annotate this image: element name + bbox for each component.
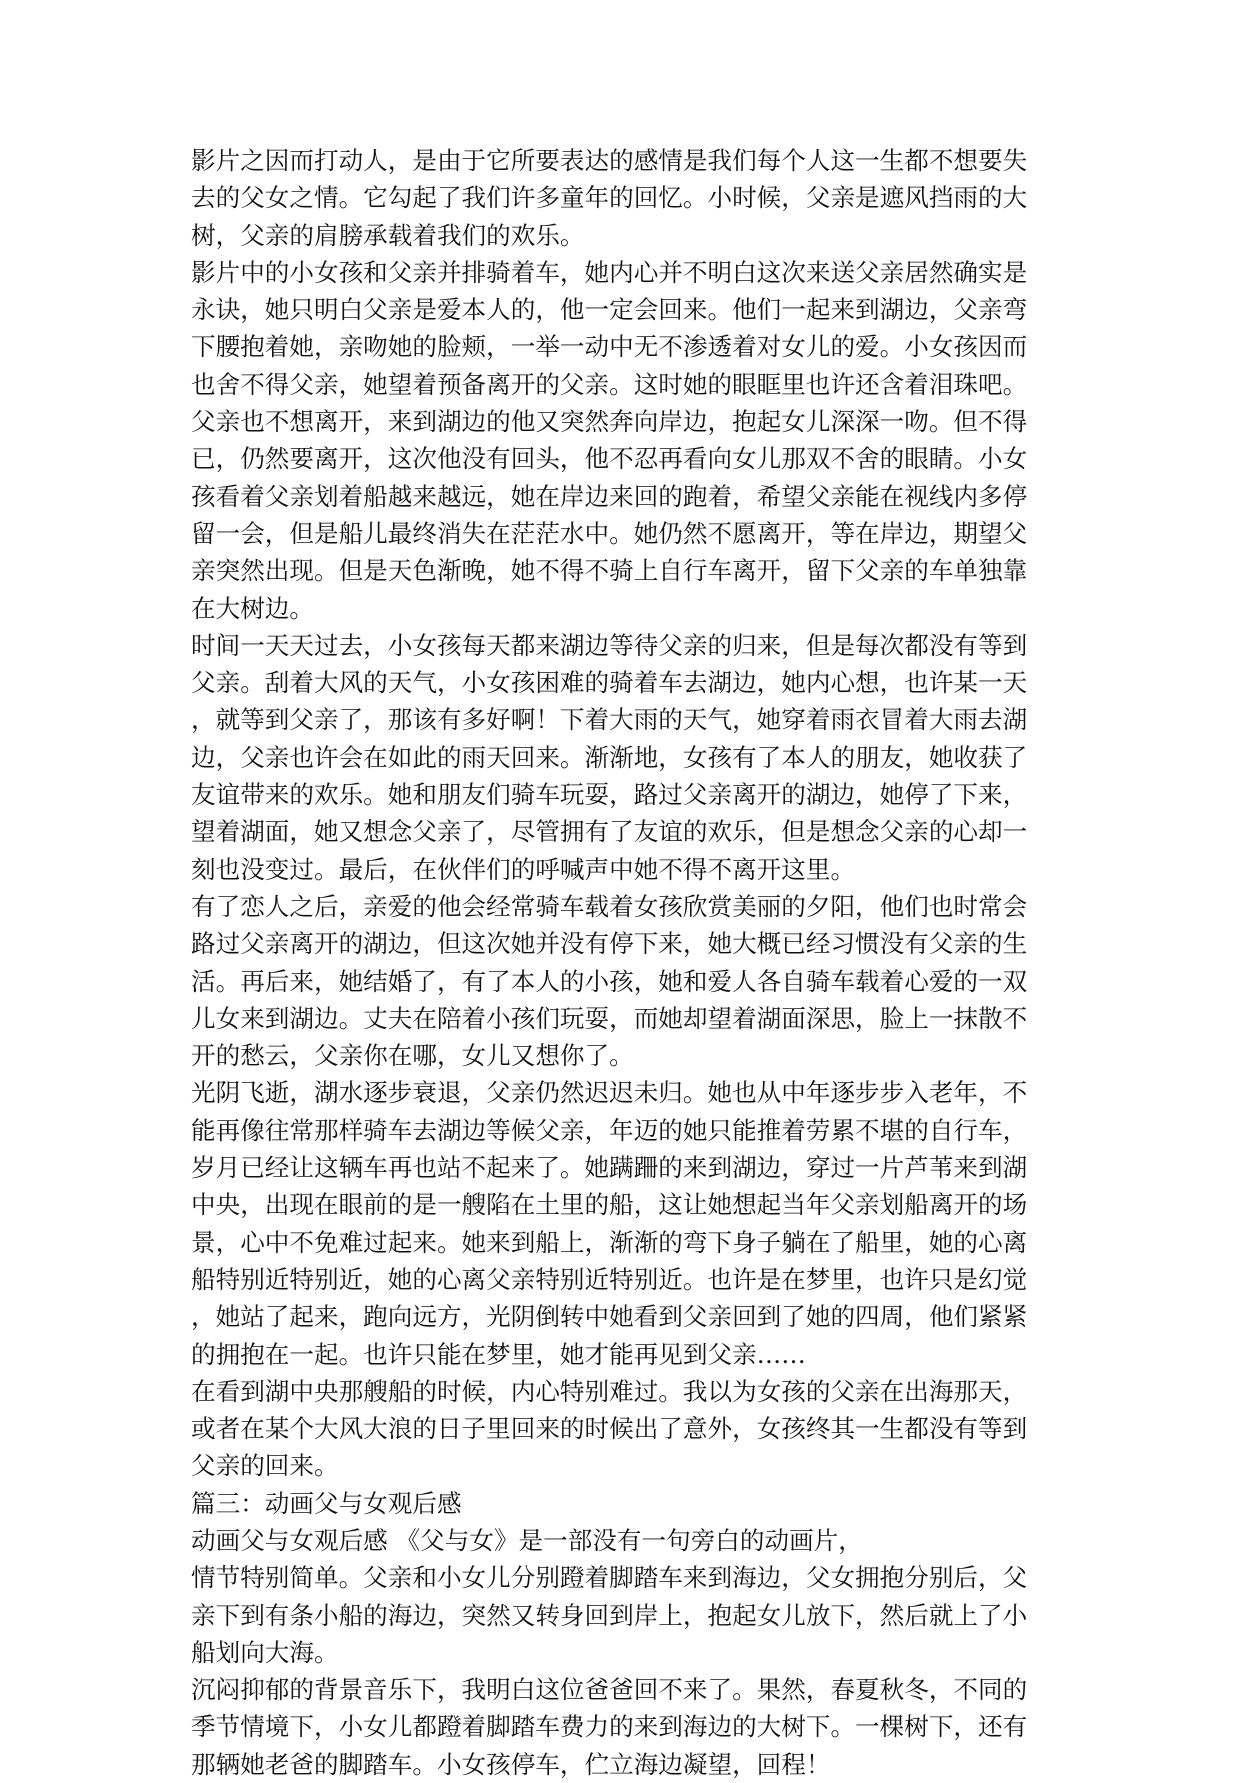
- text-line: 动画父与女观后感 《父与女》是一部没有一句旁白的动画片，: [191, 1525, 863, 1555]
- text-line: 那辆她老爸的脚踏车。小女孩停车，伫立海边凝望，回程！: [191, 1749, 831, 1779]
- text-line: 孩看着父亲划着船越来越远，她在岸边来回的跑着，希望父亲能在视线内多停: [191, 481, 1028, 511]
- text-line: 树，父亲的肩膀承载着我们的欢乐。: [191, 220, 585, 250]
- text-line: 刻也没变过。最后，在伙伴们的呼喊声中她不得不离开这里。: [191, 854, 856, 884]
- text-line: 父亲也不想离开，来到湖边的他又突然奔向岸边，抱起女儿深深一吻。但不得: [191, 407, 1028, 437]
- text-line: 光阴飞逝，湖水逐步衰退，父亲仍然迟迟未归。她也从中年逐步步入老年，不: [191, 1078, 1028, 1108]
- text-line: 时间一天天过去，小女孩每天都来湖边等待父亲的归来，但是每次都没有等到: [191, 630, 1028, 660]
- text-line: 影片之因而打动人，是由于它所要表达的感情是我们每个人这一生都不想要失: [191, 146, 1028, 175]
- text-line: 季节情境下，小女儿都蹬着脚踏车费力的来到海边的大树下。一棵树下，还有: [191, 1712, 1028, 1742]
- text-line: 望着湖面，她又想念父亲了，尽管拥有了友谊的欢乐，但是想念父亲的心却一: [191, 817, 1028, 847]
- text-line: 也舍不得父亲，她望着预备离开的父亲。这时她的眼眶里也许还含着泪珠吧。: [191, 369, 1028, 399]
- text-line: 在看到湖中央那艘船的时候，内心特别难过。我以为女孩的父亲在出海那天，: [191, 1376, 1028, 1406]
- text-line: 船划向大海。: [191, 1637, 339, 1667]
- text-line: 永诀，她只明白父亲是爱本人的，他一定会回来。他们一起来到湖边，父亲弯: [191, 295, 1028, 325]
- text-line: 已，仍然要离开，这次他没有回头，他不忍再看向女儿那双不舍的眼睛。小女: [191, 444, 1028, 474]
- text-line: 沉闷抑郁的背景音乐下，我明白这位爸爸回不来了。果然，春夏秋冬，不同的: [191, 1675, 1028, 1705]
- text-line: 儿女来到湖边。丈夫在陪着小孩们玩耍，而她却望着湖面深思，脸上一抹散不: [191, 1003, 1028, 1033]
- text-line: 有了恋人之后，亲爱的他会经常骑车载着女孩欣赏美丽的夕阳，他们也时常会: [191, 891, 1028, 921]
- text-line: 的拥抱在一起。也许只能在梦里，她才能再见到父亲……: [191, 1339, 806, 1369]
- text-line: 去的父女之情。它勾起了我们许多童年的回忆。小时候，父亲是遮风挡雨的大: [191, 183, 1028, 213]
- text-line: 篇三：动画父与女观后感: [191, 1488, 462, 1518]
- text-line: 或者在某个大风大浪的日子里回来的时候出了意外，女孩终其一生都没有等到: [191, 1414, 1028, 1444]
- text-line: 亲突然出现。但是天色渐晚，她不得不骑上自行车离开，留下父亲的车单独靠: [191, 556, 1028, 586]
- text-line: ，她站了起来，跑向远方，光阴倒转中她看到父亲回到了她的四周，他们紧紧: [191, 1302, 1028, 1332]
- document-page: [191, 142, 1051, 1783]
- text-line: 开的愁云，父亲你在哪，女儿又想你了。: [191, 1041, 634, 1071]
- text-line: 船特别近特别近，她的心离父亲特别近特别近。也许是在梦里，也许只是幻觉: [191, 1264, 1028, 1294]
- text-line: ，就等到父亲了，那该有多好啊！下着大雨的天气，她穿着雨衣冒着大雨去湖: [191, 705, 1028, 735]
- text-line: 路过父亲离开的湖边，但这次她并没有停下来，她大概已经习惯没有父亲的生: [191, 929, 1028, 959]
- text-line: 留一会，但是船儿最终消失在茫茫水中。她仍然不愿离开，等在岸边，期望父: [191, 518, 1028, 548]
- text-line: 活。再后来，她结婚了，有了本人的小孩，她和爱人各自骑车载着心爱的一双: [191, 966, 1028, 996]
- text-line: 情节特别简单。父亲和小女儿分别蹬着脚踏车来到海边，父女拥抱分别后，父: [191, 1563, 1028, 1593]
- text-line: 景，心中不免难过起来。她来到船上，渐渐的弯下身子躺在了船里，她的心离: [191, 1227, 1028, 1257]
- text-line: 亲下到有条小船的海边，突然又转身回到岸上，抱起女儿放下，然后就上了小: [191, 1600, 1028, 1630]
- text-line: 父亲。刮着大风的天气，小女孩困难的骑着车去湖边，她内心想，也许某一天: [191, 668, 1028, 698]
- text-line: 边，父亲也许会在如此的雨天回来。渐渐地，女孩有了本人的朋友，她收获了: [191, 742, 1028, 772]
- text-line: 能再像往常那样骑车去湖边等候父亲，年迈的她只能推着劳累不堪的自行车，: [191, 1115, 1028, 1145]
- text-line: 友谊带来的欢乐。她和朋友们骑车玩耍，路过父亲离开的湖边，她停了下来，: [191, 780, 1028, 810]
- text-line: 岁月已经让这辆车再也站不起来了。她蹒跚的来到湖边，穿过一片芦苇来到湖: [191, 1153, 1028, 1183]
- text-line: 中央，出现在眼前的是一艘陷在土里的船，这让她想起当年父亲划船离开的场: [191, 1190, 1028, 1220]
- text-line: 影片中的小女孩和父亲并排骑着车，她内心并不明白这次来送父亲居然确实是: [191, 257, 1028, 287]
- text-line: 在大树边。: [191, 593, 314, 623]
- text-line: 下腰抱着她，亲吻她的脸颊，一举一动中无不渗透着对女儿的爱。小女孩因而: [191, 332, 1028, 362]
- text-line: 父亲的回来。: [191, 1451, 339, 1481]
